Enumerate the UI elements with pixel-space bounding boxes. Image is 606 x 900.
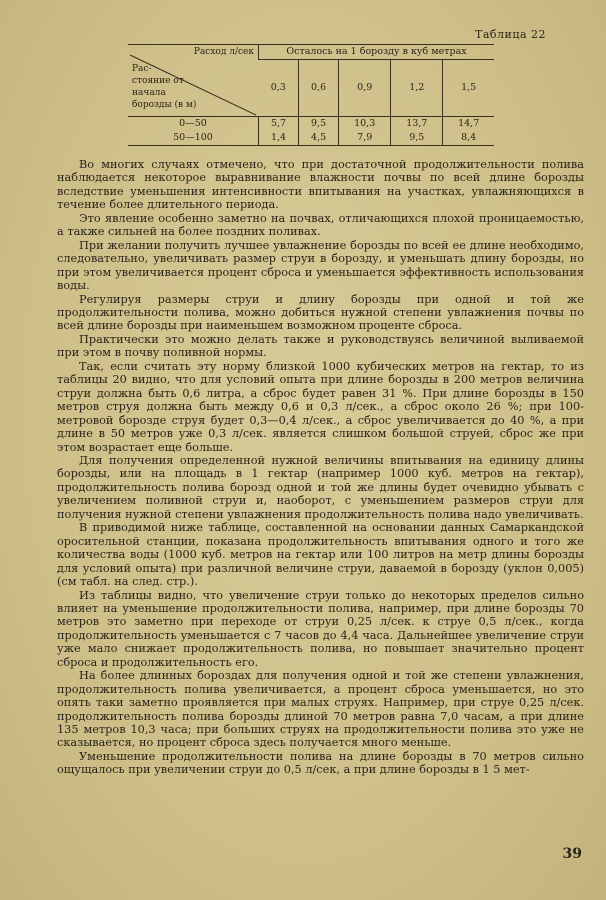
header-distance-label xyxy=(132,63,196,112)
header-flow-label: Расход л/сек xyxy=(193,47,254,57)
cell-value: 10,3 xyxy=(339,117,391,132)
paragraph: Во многих случаях отмечено, что при достаточной продолжительности полива наблюдается некоторое выравнивание влажности почвы по всей длине борозды вследствие уменьшения интенсивности впитывания на участках, увлажняющихся в течение более длительного периода. xyxy=(57,158,584,212)
data-table xyxy=(128,44,494,146)
header-distance-line: начала xyxy=(132,88,166,99)
table-row xyxy=(128,117,494,132)
header-distance-line: стояние от xyxy=(132,76,184,87)
paragraph: Практически это можно делать также и руководствуясь величиной выливаемой при этом в почву поливной нормы. xyxy=(57,332,584,360)
paragraph: На более длинных бороздах для получения одной и той же степени увлажнения, продолжительность полива увеличивается, а процент сброса уменьшается, но это опять таки заметно проявляется при малых струях. Например, при струе 0,25 л/сек. продолжительность полива борозды длиной 70 метров равна 7,0 часам, а при длине 135 метров 10,3 часа; при больших струях на продолжительности полива это уже не сказывается, но процент сброса здесь получается много меньше. xyxy=(57,669,584,750)
paragraph: Так, если считать эту норму близкой 1000 кубических метров на гектар, то из таблицы 20 видно, что для условий опыта при длине борозды в 200 метров величина струи должна быть 0,6 литра, а сброс будет равен 31 %. При длине борозды в 150 метров струя должна быть между 0,6 и 0,3 л/сек., а сброс около 26 %; при 100-метровой борозде струя будет 0,3—0,4 л/сек., а сброс увеличивается до 40 %, а при длине в 50 метров уже 0,3 л/сек. является слишком большой струей, сброс же при этом возрастает еще больше. xyxy=(57,359,584,454)
row-distance: 50—100 xyxy=(128,131,259,146)
cell-value: 7,9 xyxy=(339,131,391,146)
cell-value: 13,7 xyxy=(391,117,443,132)
header-distance-line: Рас- xyxy=(132,64,152,74)
table-label: Таблица 22 xyxy=(475,28,546,41)
paragraph: В приводимой ниже таблице, составленной на основании данных Самаркандской оросительной станции, показана продолжительность впитывания одного и того же количества воды (1000 куб. метров на гектар или 100 литров на метр длины борозды для условий опыта) при различной величине струи, даваемой в борозду (уклон 0,005) (см табл. на след. стр.). xyxy=(57,521,584,589)
cell-value: 1,4 xyxy=(259,131,299,146)
cell-value: 9,5 xyxy=(391,131,443,146)
cell-value: 8,4 xyxy=(443,131,494,146)
flow-value: 1,5 xyxy=(443,60,494,117)
flow-value: 0,3 xyxy=(259,60,299,117)
paragraph: Это явление особенно заметно на почвах, отличающихся плохой проницаемостью, а также сильней на более поздних поливах. xyxy=(57,211,584,239)
table-row xyxy=(128,131,494,146)
row-distance: 0—50 xyxy=(179,118,207,130)
paragraph: Из таблицы видно, что увеличение струи только до некоторых пределов сильно влияет на уменьшение продолжительности полива, например, при длине борозды 70 метров это заметно при переходе от струи 0,25 л/сек. к струе 0,5 л/сек., когда продолжительность уменьшается с 7 часов до 4,4 часа. Дальнейшее увеличение струи уже мало снижает продолжительность полива, но повышает значительно процент сброса и продолжительность его. xyxy=(57,588,584,669)
body-text xyxy=(57,158,584,777)
cell-value: 14,7 xyxy=(443,117,494,132)
paragraph: Регулируя размеры струи и длину борозды при одной и той же продолжительности полива, можно добиться нужной степени увлажнения почвы по всей длине борозды при наименьшем возможном проценте сброса. xyxy=(57,292,584,333)
cell-value: 4,5 xyxy=(299,131,339,146)
cell-value: 5,7 xyxy=(259,117,299,132)
diagonal-header-cell xyxy=(128,45,259,117)
page-number: 39 xyxy=(562,846,582,862)
paragraph: Уменьшение продолжительности полива на длине борозды в 70 метров сильно ощущалось при увеличении струи до 0,5 л/сек, а при длине борозды в 1 5 мет- xyxy=(57,749,584,777)
header-distance-line: борозды (в м) xyxy=(132,100,197,111)
flow-value: 1,2 xyxy=(391,60,443,117)
header-remaining: Осталось на 1 борозду в куб метрах xyxy=(259,45,495,60)
paragraph: При желании получить лучшее увлажнение борозды по всей ее длине необходимо, следовательно, увеличивать размер струи в борозду, и уменьшать длину борозды, но при этом увеличивается процент сброса и уменьшается эффективность использования воды. xyxy=(57,238,584,293)
flow-value: 0,9 xyxy=(339,60,391,117)
cell-value: 9,5 xyxy=(299,117,339,132)
paragraph: Для получения определенной нужной величины впитывания на единицу длины борозды, или на площадь в 1 гектар (например 1000 куб. метров на гектар), продолжительность полива борозд одной и той же длины будет очевидно убывать с увеличением поливной струи и, наоборот, с уменьшением размеров струи для получения нужной степени увлажнения продолжительность полива надо увеличивать. xyxy=(57,453,584,521)
flow-value: 0,6 xyxy=(299,60,339,117)
